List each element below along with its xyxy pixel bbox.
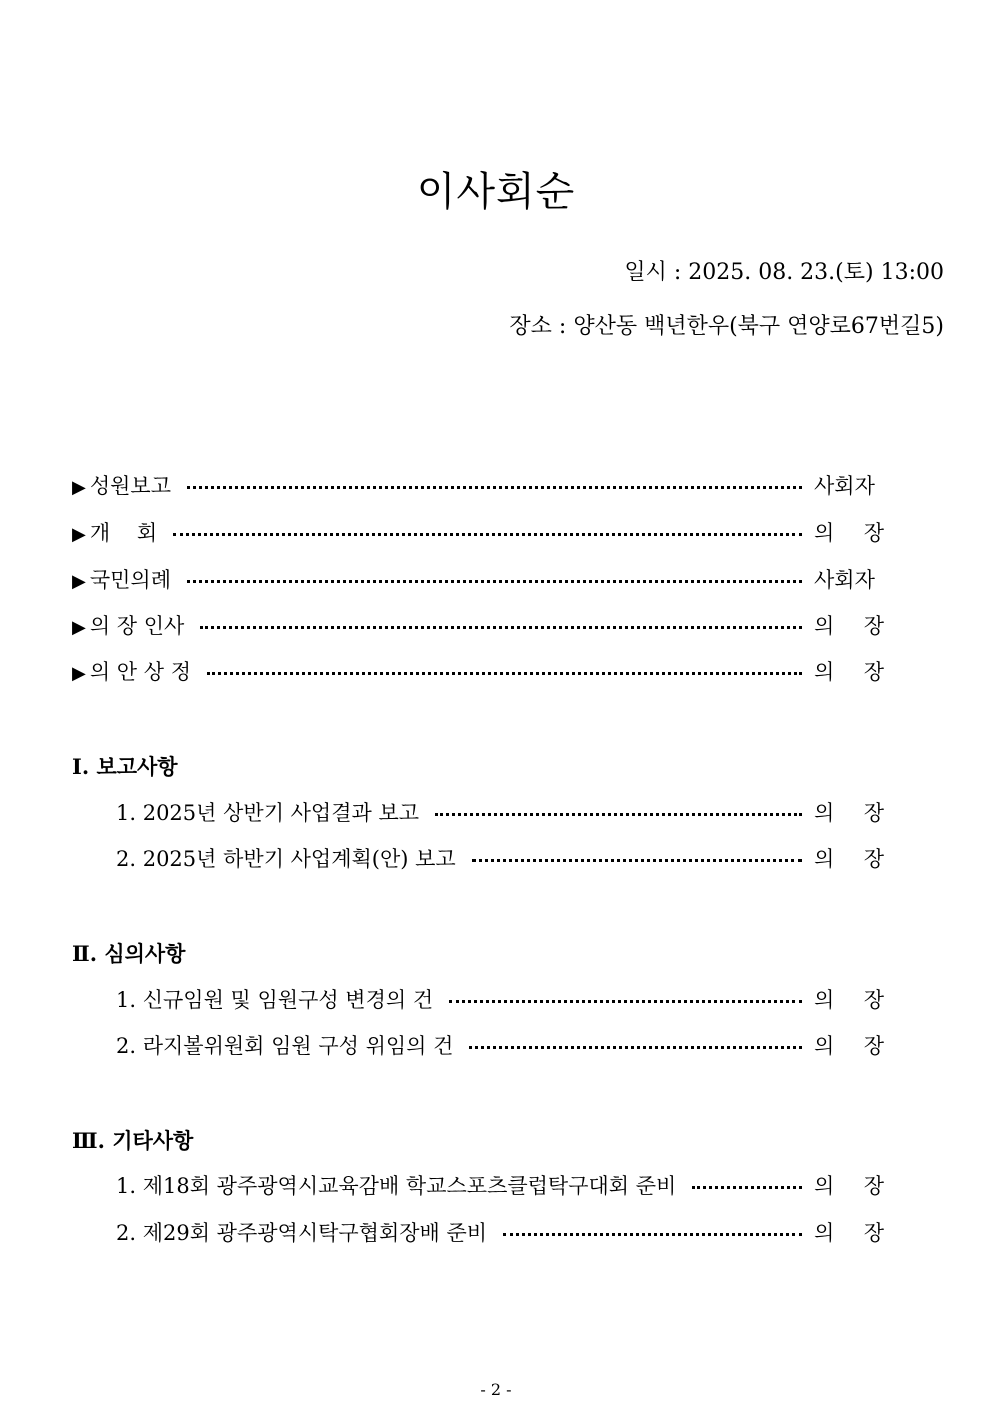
dot-leader <box>692 1186 802 1189</box>
dot-leader <box>435 813 802 816</box>
agenda-item-text: 개 회 <box>89 521 158 545</box>
agenda-item-label <box>72 517 157 547</box>
agenda-item-motion <box>72 656 884 686</box>
page-number: - 2 - <box>480 1380 512 1399</box>
agenda-item-text: 2. 2025년 하반기 사업계획(안) 보고 <box>116 847 456 871</box>
dot-leader <box>173 533 802 536</box>
agenda-item-text: 국민의례 <box>89 568 171 592</box>
document-title: 이사회순 <box>416 169 576 215</box>
dot-leader <box>200 626 802 629</box>
agenda-item-text: 1. 제18회 광주광역시교육감배 학교스포츠클럽탁구대회 준비 <box>116 1174 677 1198</box>
agenda-item-responsible: 사회자 <box>814 568 875 592</box>
agenda-item-responsible: 의 장 <box>814 801 884 825</box>
report-item <box>116 797 884 827</box>
agenda-item-responsible: 의 장 <box>814 847 884 871</box>
dot-leader <box>503 1233 802 1236</box>
agenda-item-text: 1. 2025년 상반기 사업결과 보고 <box>116 801 420 825</box>
agenda-item-opening <box>72 517 884 547</box>
section-heading-other: Ⅲ. 기타사항 <box>72 1128 194 1153</box>
agenda-item-responsible: 의 장 <box>814 1174 884 1198</box>
agenda-item-text: 2. 라지볼위원회 임원 구성 위임의 건 <box>116 1034 454 1058</box>
agenda-item-text: 2. 제29회 광주광역시탁구협회장배 준비 <box>116 1221 488 1245</box>
dot-leader <box>449 1000 802 1003</box>
report-item <box>116 843 884 873</box>
dot-leader <box>469 1046 802 1049</box>
deliberation-item <box>116 1030 884 1060</box>
meeting-place: 장소 : 양산동 백년한우(북구 연양로67번길5) <box>509 314 944 339</box>
triangle-bullet-icon: ▶ <box>72 663 86 684</box>
agenda-item-text: 성원보고 <box>89 474 171 498</box>
section-heading-reports: Ⅰ. 보고사항 <box>72 754 178 779</box>
agenda-item-national-ceremony <box>72 564 884 594</box>
dot-leader <box>472 859 802 862</box>
agenda-item-roll-call <box>72 470 884 500</box>
agenda-item-text: 의 장 인사 <box>89 614 185 638</box>
agenda-item-responsible: 의 장 <box>814 614 884 638</box>
agenda-item-responsible: 의 장 <box>814 660 884 684</box>
triangle-bullet-icon: ▶ <box>72 524 86 545</box>
agenda-item-responsible: 의 장 <box>814 1034 884 1058</box>
triangle-bullet-icon: ▶ <box>72 617 86 638</box>
dot-leader <box>187 580 802 583</box>
agenda-item-responsible: 사회자 <box>814 474 875 498</box>
dot-leader <box>187 486 802 489</box>
triangle-bullet-icon: ▶ <box>72 477 86 498</box>
agenda-item-responsible: 의 장 <box>814 1221 884 1245</box>
agenda-item-label <box>72 656 191 686</box>
other-item <box>116 1217 884 1247</box>
agenda-item-chair-greeting <box>72 610 884 640</box>
dot-leader <box>207 672 802 675</box>
agenda-item-label <box>72 610 184 640</box>
agenda-item-responsible: 의 장 <box>814 521 884 545</box>
deliberation-item <box>116 984 884 1014</box>
agenda-item-text: 의 안 상 정 <box>89 660 192 684</box>
agenda-item-label <box>72 470 171 500</box>
agenda-item-text: 1. 신규임원 및 임원구성 변경의 건 <box>116 988 434 1012</box>
agenda-item-label <box>72 564 171 594</box>
other-item <box>116 1170 884 1200</box>
triangle-bullet-icon: ▶ <box>72 571 86 592</box>
section-heading-deliberation: Ⅱ. 심의사항 <box>72 941 186 966</box>
meeting-date: 일시 : 2025. 08. 23.(토) 13:00 <box>624 260 944 285</box>
agenda-item-responsible: 의 장 <box>814 988 884 1012</box>
